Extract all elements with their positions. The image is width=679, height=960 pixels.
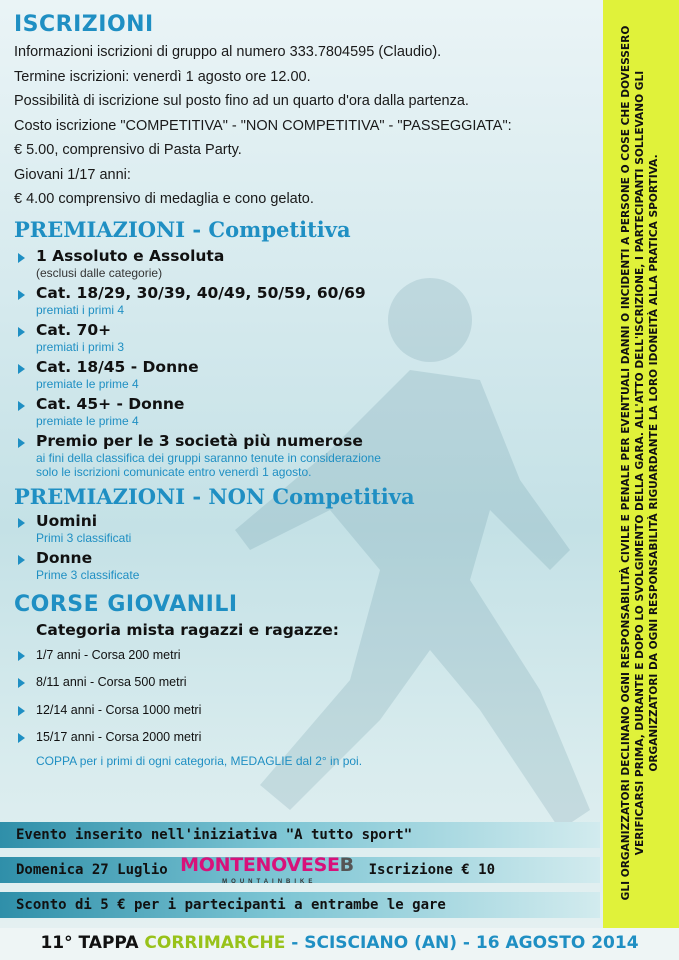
item-subtitle: premiati i primi 3: [36, 339, 125, 354]
disclaimer-text: GLI ORGANIZZATORI DECLINANO OGNI RESPONSABILITÀ CIVILE E PENALE PER EVENTUALI DANNI O INCIDENTI A PERSONE O COSE CHE DOVESSERO VERIFICARSI PRIMA, DURANTE E DOPO LO SVOLGIMENTO DELLA GARA. ALL'ATTO DELL'ISCRIZIONE, I PARTECIPANTI SOLLEVANO GLI ORGANIZZATORI DA OGNI RESPONSABILITÀ RIGUARDANTE LA LORO IDONEITÀ ALLA PRATICA SPORTIVA.: [620, 25, 660, 901]
giovanili-list: [14, 642, 604, 752]
item-title: Cat. 18/45 - Donne: [36, 357, 199, 376]
list-item: [14, 283, 604, 317]
item-subtitle: premiate le prime 4: [36, 413, 139, 428]
arrow-bullet-icon: [18, 706, 25, 716]
info-line: Giovani 1/17 anni:: [14, 166, 131, 183]
list-item: [14, 320, 604, 354]
montenovese-bike-logo: [180, 854, 356, 885]
corse-giovanili-heading: CORSE GIOVANILI: [14, 591, 238, 617]
arrow-bullet-icon: [18, 290, 25, 300]
arrow-bullet-icon: [18, 438, 25, 448]
item-title: Cat. 70+: [36, 320, 112, 339]
item-title: Cat. 18/29, 30/39, 40/49, 50/59, 60/69: [36, 283, 366, 302]
logo-text: MONTENOVESE: [180, 854, 340, 876]
item-subtitle: ai fini della classifica dei gruppi saranno tenute in considerazione: [36, 450, 381, 465]
info-line: Termine iscrizioni: venerdì 1 agosto ore 12.00.: [14, 68, 311, 85]
list-item: [14, 642, 604, 670]
competitiva-list: [14, 246, 604, 479]
premiazioni-competitiva-heading: PREMIAZIONI - Competitiva: [14, 216, 351, 242]
non-competitiva-list: [14, 511, 604, 582]
arrow-bullet-icon: [18, 327, 25, 337]
montenovese-band: [0, 854, 600, 885]
info-line: Informazioni iscrizioni di gruppo al numero 333.7804595 (Claudio).: [14, 44, 442, 60]
iscrizione-price-text: Iscrizione € 10: [368, 862, 496, 878]
evento-text: Evento inserito nell'iniziativa "A tutto sport": [16, 827, 413, 843]
arrow-bullet-icon: [18, 364, 25, 374]
giovanili-subheading: [14, 620, 604, 640]
arrow-bullet-icon: [18, 253, 25, 263]
item-subtitle: solo le iscrizioni comunicate entro venerdì 1 agosto.: [36, 464, 312, 479]
item-text: 8/11 anni - Corsa 500 metri: [36, 675, 187, 689]
list-item: [14, 246, 604, 280]
item-title: Premio per le 3 società più numerose: [36, 431, 363, 450]
info-line: Costo iscrizione "COMPETITIVA" - "NON COMPETITIVA" - "PASSEGGIATA":: [14, 117, 512, 134]
corrimarche-text: CORRIMARCHE: [144, 933, 286, 953]
item-subtitle: premiati i primi 4: [36, 302, 125, 317]
arrow-bullet-icon: [18, 555, 25, 565]
list-item: [14, 724, 604, 752]
item-subtitle: premiate le prime 4: [36, 376, 139, 391]
luogo-data-text: - SCISCIANO (AN) - 16 AGOSTO 2014: [291, 933, 639, 953]
item-text: 1/7 anni - Corsa 200 metri: [36, 647, 181, 662]
domenica-text: Domenica 27 Luglio: [16, 862, 168, 878]
evento-band: [0, 822, 600, 848]
arrow-bullet-icon: [18, 651, 25, 661]
list-item: [14, 394, 604, 428]
arrow-bullet-icon: [18, 518, 25, 528]
item-subtitle: Primi 3 classificati: [36, 530, 132, 545]
list-item: [14, 511, 604, 545]
subheading-text: Categoria mista ragazzi e ragazze:: [36, 620, 339, 639]
list-item: [14, 357, 604, 391]
info-line: € 5.00, comprensivo di Pasta Party.: [14, 142, 242, 158]
list-item: [14, 431, 604, 479]
list-item: [14, 548, 604, 582]
item-title: Donne: [36, 548, 93, 567]
footer-banner: [0, 928, 679, 960]
sconto-text: Sconto di 5 € per i partecipanti a entrambe le gare: [16, 897, 446, 913]
item-title: 1 Assoluto e Assoluta: [36, 246, 225, 265]
iscrizioni-heading: ISCRIZIONI: [14, 12, 154, 37]
item-title: Cat. 45+ - Donne: [36, 394, 185, 413]
item-subtitle: Prime 3 classificate: [36, 567, 140, 582]
arrow-bullet-icon: [18, 678, 25, 688]
item-text: 12/14 anni - Corsa 1000 metri: [36, 702, 202, 717]
sconto-band: [0, 892, 600, 918]
list-item: [14, 669, 604, 697]
item-text: 15/17 anni - Corsa 2000 metri: [36, 730, 202, 744]
info-line: Possibilità di iscrizione sul posto fino ad un quarto d'ora dalla partenza.: [14, 93, 469, 109]
info-line: € 4.00 comprensivo di medaglia e cono gelato.: [14, 191, 314, 207]
list-item: [14, 697, 604, 725]
logo-tagline: MOUNTAINBIKE: [222, 879, 317, 885]
band-row: [16, 854, 496, 885]
arrow-bullet-icon: [18, 401, 25, 411]
logo-text-b: B: [339, 854, 354, 876]
item-title: Uomini: [36, 511, 98, 530]
premiazioni-non-competitiva-heading: PREMIAZIONI - NON Competitiva: [14, 483, 415, 509]
giovanili-note: COPPA per i primi di ogni categoria, MEDAGLIE dal 2° in poi.: [36, 753, 363, 768]
tappa-text: 11° TAPPA: [40, 933, 139, 953]
item-subtitle: (esclusi dalle categorie): [36, 265, 163, 280]
iscrizioni-info: [14, 40, 604, 212]
arrow-bullet-icon: [18, 733, 25, 743]
